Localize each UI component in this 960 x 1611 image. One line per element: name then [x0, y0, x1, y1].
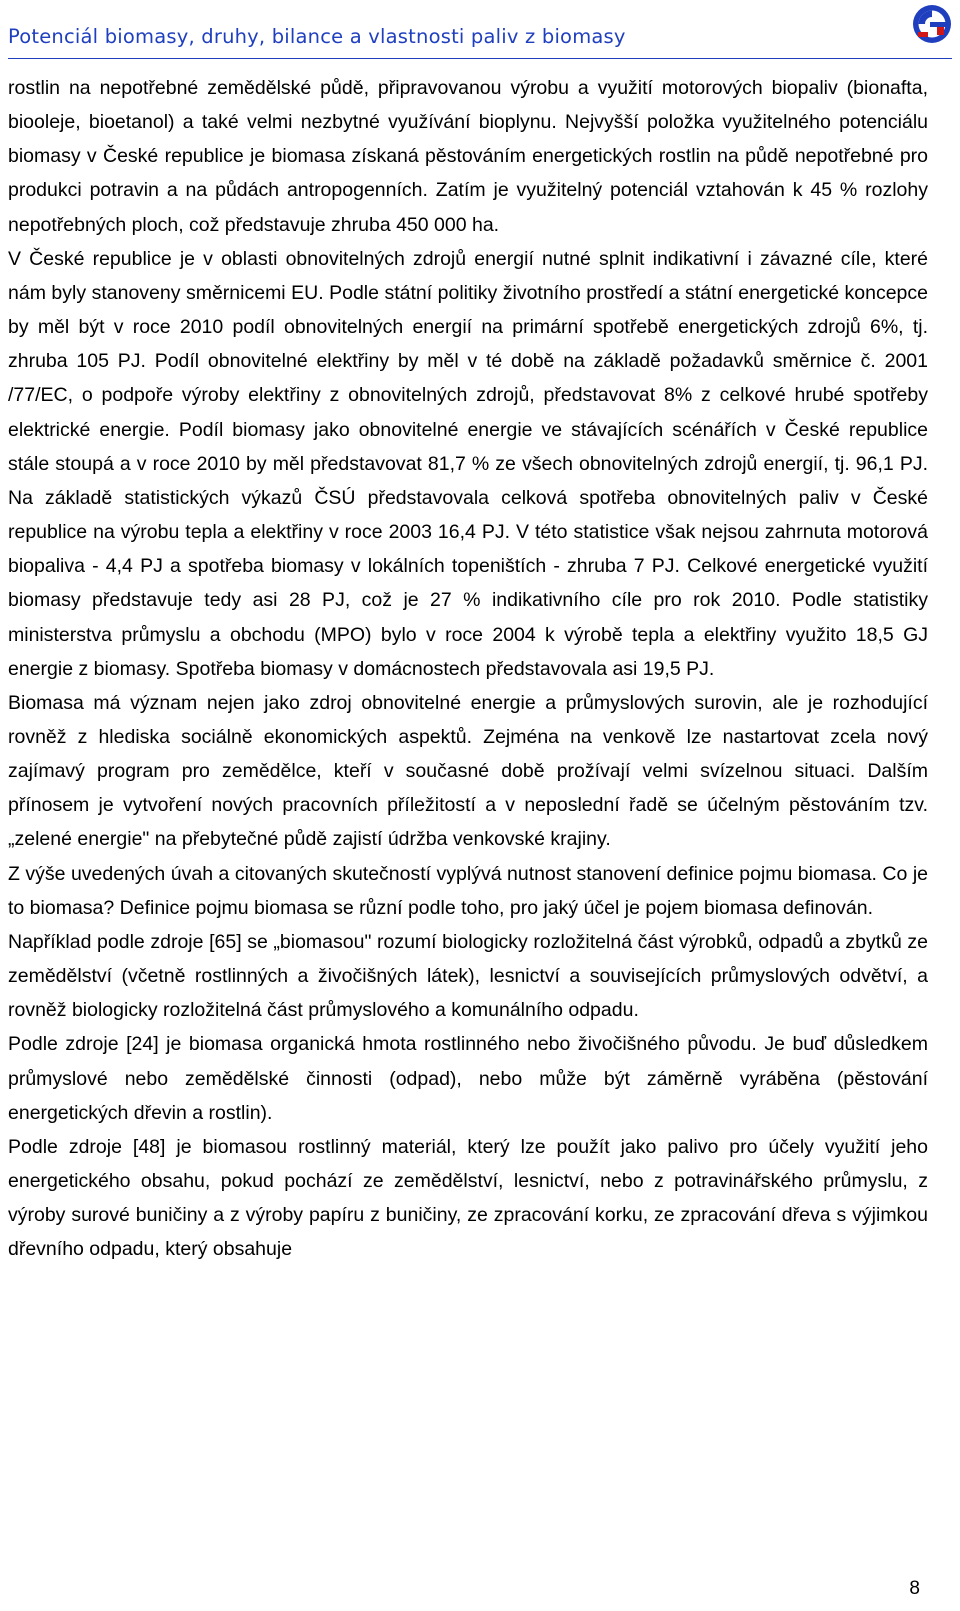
paragraph: V České republice je v oblasti obnovitelných zdrojů energií nutné splnit indikativní i závazné cíle, které nám byly stanoveny směrnicemi EU. Podle státní politiky životního prostředí a státní energetické koncepce by měl být v roce 2010 podíl obnovitelných energií na primární spotřebě energetických zdrojů 6%, tj. zhruba 105 PJ. Podíl obnovitelné elektřiny by měl v té době na základě požadavků směrnice č. 2001 /77/EC, o podpoře výroby elektřiny z obnovitelných zdrojů, představovat 8% z celkové hrubé spotřeby elektrické energie. Podíl biomasy jako obnovitelné energie ve stávajících scénářích v České republice stále stoupá a v roce 2010 by měl představovat 81,7 % ze všech obnovitelných zdrojů energií, tj. 96,1 PJ. Na základě statistických výkazů ČSÚ představovala celková spotřeba obnovitelných paliv v České republice na výrobu tepla a elektřiny v roce 2003 16,4 PJ. V této statistice však nejsou zahrnuta motorová biopaliva - 4,4 PJ a spotřeba biomasy v lokálních topeništích - zhruba 7 PJ. Celkové energetické využití biomasy představuje tedy asi 28 PJ, což je 27 % indikativního cíle pro rok 2010. Podle statistiky ministerstva průmyslu a obchodu (MPO) bylo v roce 2004 k výrobě tepla a elektřiny využito 18,5 GJ energie z biomasy. Spotřeba biomasy v domácnostech představovala asi 19,5 PJ.: [8, 247, 928, 680]
paragraph: Biomasa má význam nejen jako zdroj obnovitelné energie a průmyslových surovin, ale je rozhodující rovněž z hlediska sociálně ekonomických aspektů. Zejména na venkově lze nastartovat zcela nový zajímavý program pro zemědělce, kteří v současné době prožívají velmi svízelnou situaci. Dalším přínosem je vytvoření nových pracovních příležitostí a v neposlední řadě se účelným pěstováním tzv. „zelené energie" na přebytečné půdě zajistí údržba venkovské krajiny.: [8, 691, 928, 851]
page-number: 8: [909, 1578, 920, 1599]
paragraph: Z výše uvedených úvah a citovaných skutečností vyplývá nutnost stanovení definice pojmu biomasa. Co je to biomasa? Definice pojmu biomasa se různí podle toho, pro jaký účel je pojem biomasa definován.: [8, 862, 928, 919]
running-title: Potenciál biomasy, druhy, bilance a vlastnosti paliv z biomasy: [8, 25, 626, 48]
paragraph: Například podle zdroje [65] se „biomasou" rozumí biologicky rozložitelná část výrobků, odpadů a zbytků ze zemědělství (včetně rostlinných a živočišných látek), lesnictví a souvisejících průmyslových odvětví, a rovněž biologicky rozložitelná část průmyslového a komunálního odpadu.: [8, 930, 928, 1022]
paragraph: rostlin na nepotřebné zemědělské půdě, připravovanou výrobu a využití motorových biopaliv (bionafta, biooleje, bioetanol) a také velmi nezbytné využívání bioplynu. Nejvyšší položka využitelného potenciálu biomasy v České republice je biomasa získaná pěstováním energetických rostlin na půdě nepotřebné pro produkci potravin a na půdách antropogenních. Zatím je využitelný potenciál vztahován k 45 % rozlohy nepotřebných ploch, což představuje zhruba 450 000 ha.: [8, 77, 928, 236]
publisher-logo-icon: [910, 2, 954, 46]
header-divider: [8, 58, 952, 59]
paragraph: Podle zdroje [24] je biomasa organická hmota rostlinného nebo živočišného původu. Je buď důsledkem průmyslové nebo zemědělské činnosti (odpad), nebo může být záměrně vyráběna (pěstování energetických dřevin a rostlin).: [8, 1033, 928, 1124]
page-header: [0, 0, 960, 62]
paragraph: Podle zdroje [48] je biomasou rostlinný materiál, který lze použít jako palivo pro účely využití jeho energetického obsahu, pokud pochází ze zemědělství, lesnictví, nebo z potravinářského průmyslu, z výroby surové buničiny a z výroby papíru z buničiny, ze zpracování korku, ze zpracování dřeva s výjimkou dřevního odpadu, který obsahuje: [8, 1135, 928, 1261]
body-text: [8, 71, 928, 1266]
